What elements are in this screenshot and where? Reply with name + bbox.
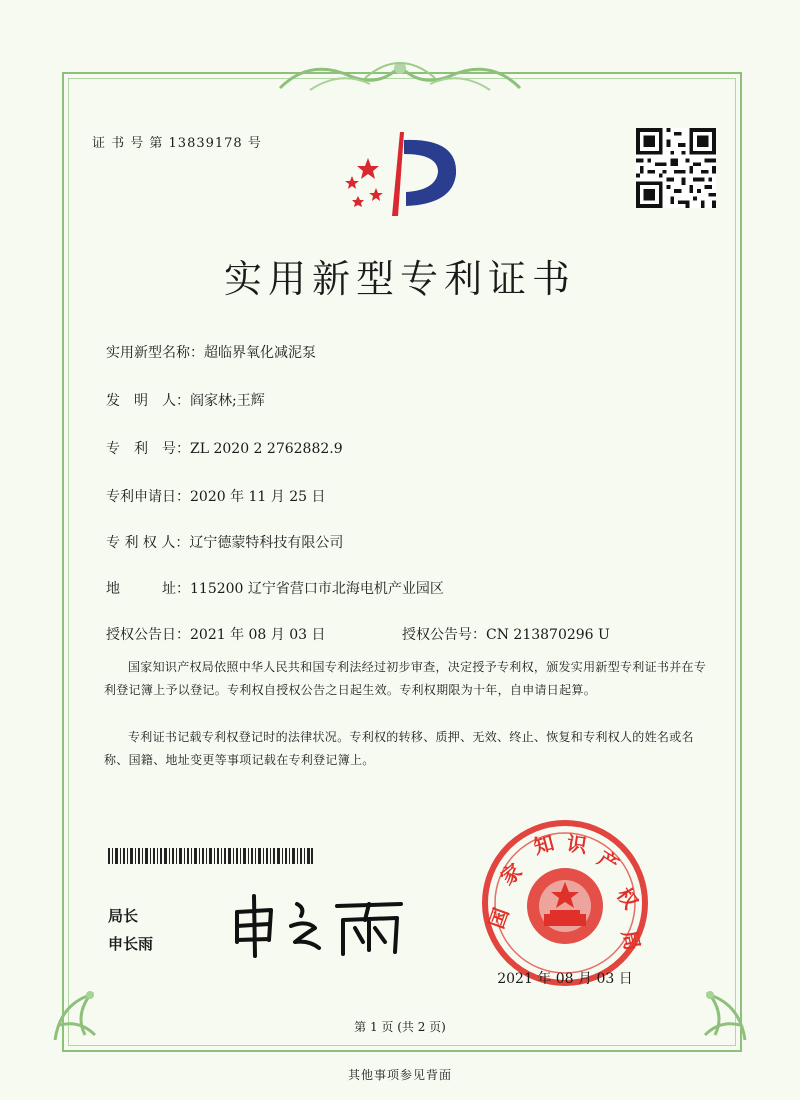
patentee: 辽宁德蒙特科技有限公司 <box>189 535 344 551</box>
field-label: 专利申请日： <box>106 489 190 505</box>
filing-date-row <box>106 486 326 506</box>
filing-date: 2020 年 11 月 25 日 <box>190 489 326 505</box>
certificate-title: 实用新型专利证书 <box>223 257 576 301</box>
signatory-name: 申长雨 <box>108 935 154 953</box>
patent-number: ZL 2020 2 2762882.9 <box>190 441 343 457</box>
page-number: 第 1 页 (共 2 页) <box>354 1020 446 1034</box>
field-label: 专 利 权 人： <box>106 535 190 551</box>
handwritten-signature-icon <box>225 890 415 960</box>
inventor-row <box>106 390 265 410</box>
inventor-names: 阎家林;王辉 <box>190 393 265 409</box>
body-paragraph: 专利证书记载专利权登记时的法律状况。专利权的转移、质押、无效、终止、恢复和专利权人的姓名或名称、国籍、地址变更等事项记载在专利登记簿上。 <box>104 730 694 767</box>
svg-text:识: 识 <box>565 831 589 858</box>
svg-text:国: 国 <box>484 904 514 932</box>
cnipa-logo-icon <box>338 128 468 220</box>
top-ornament-icon <box>270 48 530 98</box>
qr-code-icon <box>636 128 716 208</box>
field-label: 实用新型名称： <box>106 345 204 361</box>
field-label: 发 明 人： <box>106 393 190 409</box>
patentee-row <box>106 532 343 552</box>
field-label: 授权公告日： <box>106 627 190 643</box>
body-paragraph: 国家知识产权局依照中华人民共和国专利法经过初步审查，决定授予专利权，颁发实用新型专利证书并在专利登记簿上予以登记。专利权自授权公告之日起生效。专利权期限为十年，自申请日起算。 <box>104 660 707 697</box>
grant-publication-number: CN 213870296 U <box>486 627 610 643</box>
certificate-number: 证 书 号 第 13839178 号 <box>92 136 262 151</box>
address: 115200 辽宁省营口市北海电机产业园区 <box>190 581 444 597</box>
official-seal-icon <box>480 818 650 988</box>
barcode-icon <box>108 848 313 864</box>
address-row <box>106 578 444 598</box>
signatory-title: 局长 <box>108 907 139 925</box>
field-label: 授权公告号： <box>402 627 486 643</box>
utility-model-name: 超临界氧化减泥泵 <box>204 345 316 361</box>
field-label: 专 利 号： <box>106 441 190 457</box>
utility-model-name-row <box>106 342 316 362</box>
svg-text:权: 权 <box>611 883 644 914</box>
field-label: 地 址： <box>106 581 190 597</box>
svg-text:知: 知 <box>531 830 557 859</box>
seal-date: 2021 年 08 月 03 日 <box>497 971 633 987</box>
footer-note: 其他事项参见背面 <box>347 1068 452 1082</box>
svg-text:家: 家 <box>495 858 527 890</box>
grant-date: 2021 年 08 月 03 日 <box>190 627 326 643</box>
svg-text:局: 局 <box>617 928 645 953</box>
grant-date-row <box>106 624 326 644</box>
patent-number-row <box>106 438 343 458</box>
grant-number-row <box>402 624 610 644</box>
svg-text:产: 产 <box>593 845 624 877</box>
